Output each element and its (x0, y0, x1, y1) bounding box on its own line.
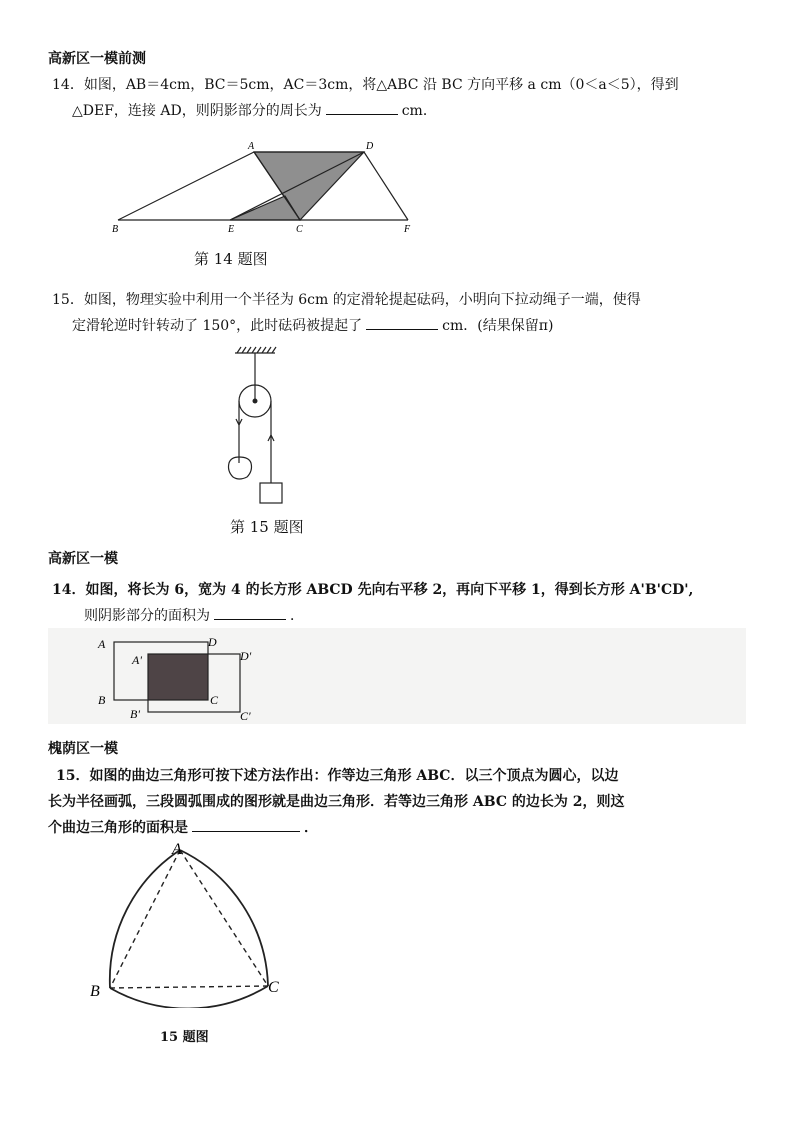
q14-line2-unit: cm． (401, 103, 437, 119)
answer-blank[interactable] (366, 315, 438, 330)
shaded-region (148, 654, 208, 700)
q14b-line2-end: ． (290, 608, 304, 624)
section-title-2: 高新区一模 (48, 551, 118, 567)
q14b-line2-text: 则阴影部分的面积为 (84, 608, 210, 624)
q15c-caption: 15 题图 (160, 1030, 209, 1045)
q14-caption: 第 14 题图 (194, 250, 268, 268)
label-A: A (172, 841, 182, 858)
label-D: D (366, 141, 374, 152)
weight-block (260, 483, 282, 503)
label-B: B (90, 983, 100, 1000)
section-title-3: 槐荫区一模 (48, 741, 118, 757)
dashed-AB (110, 850, 180, 988)
label-E: E (228, 224, 235, 235)
arc-BC (110, 986, 268, 1008)
label-A: A (248, 141, 255, 152)
rectangle-shift-figure (90, 630, 270, 724)
q14-line2 (72, 98, 437, 124)
label-A: A (98, 637, 106, 651)
label-C: C (268, 979, 279, 996)
label-D-prime: D' (240, 649, 252, 663)
pulley-figure (215, 345, 305, 515)
q14b-line2 (84, 603, 304, 629)
label-B: B (112, 224, 119, 235)
q14-line2-text: △DEF，连接 AD，则阴影部分的周长为 (72, 103, 322, 119)
q15-line2-text: 定滑轮逆时针转动了 150°，此时砝码被提起了 (72, 318, 363, 334)
answer-blank[interactable] (192, 817, 300, 832)
answer-blank[interactable] (326, 100, 398, 115)
q15-line2-unit: cm．(结果保留π) (442, 318, 554, 334)
dashed-BC (110, 986, 268, 988)
segment-DF (364, 152, 408, 220)
q15c-line1: 15．如图的曲边三角形可按下述方法作出：作等边三角形 ABC．以三个顶点为圆心，以边 (56, 768, 619, 784)
q14-line1: 14．如图，AB＝4cm，BC＝5cm，AC＝3cm，将△ABC 沿 BC 方向平移 a cm（0＜a＜5），得到 (52, 77, 679, 93)
answer-blank[interactable] (214, 605, 286, 620)
q15-line1: 15．如图，物理实验中利用一个半径为 6cm 的定滑轮提起砝码，小明向下拉动绳子一端，使得 (52, 292, 641, 308)
q14b-line1: 14．如图，将长为 6，宽为 4 的长方形 ABCD 先向右平移 2，再向下平移 1，得到长方形 A'B'CD', (52, 582, 694, 598)
q15c-line2: 长为半径画弧，三段圆弧围成的图形就是曲边三角形．若等边三角形 ABC 的边长为 2，则这 (48, 794, 625, 810)
label-D: D (208, 635, 217, 649)
q15c-line3-text: 个曲边三角形的面积是 (48, 820, 188, 836)
segment-AB (118, 152, 254, 220)
label-C: C (210, 693, 219, 707)
q15-caption: 第 15 题图 (230, 518, 304, 536)
reuleaux-figure (80, 838, 310, 1008)
hand-icon (229, 457, 252, 479)
label-B-prime: B' (130, 707, 140, 721)
label-C-prime: C' (240, 709, 251, 723)
label-B: B (98, 693, 106, 707)
q14-figure (100, 138, 430, 238)
dashed-AC (180, 850, 268, 986)
arc-AB (110, 850, 180, 988)
label-A-prime: A' (132, 653, 142, 667)
label-C: C (296, 224, 303, 235)
q15-line2 (72, 313, 553, 339)
section-title-1: 高新区一模前测 (48, 51, 146, 67)
label-F: F (404, 224, 411, 235)
q15c-line3-end: ． (304, 820, 318, 836)
